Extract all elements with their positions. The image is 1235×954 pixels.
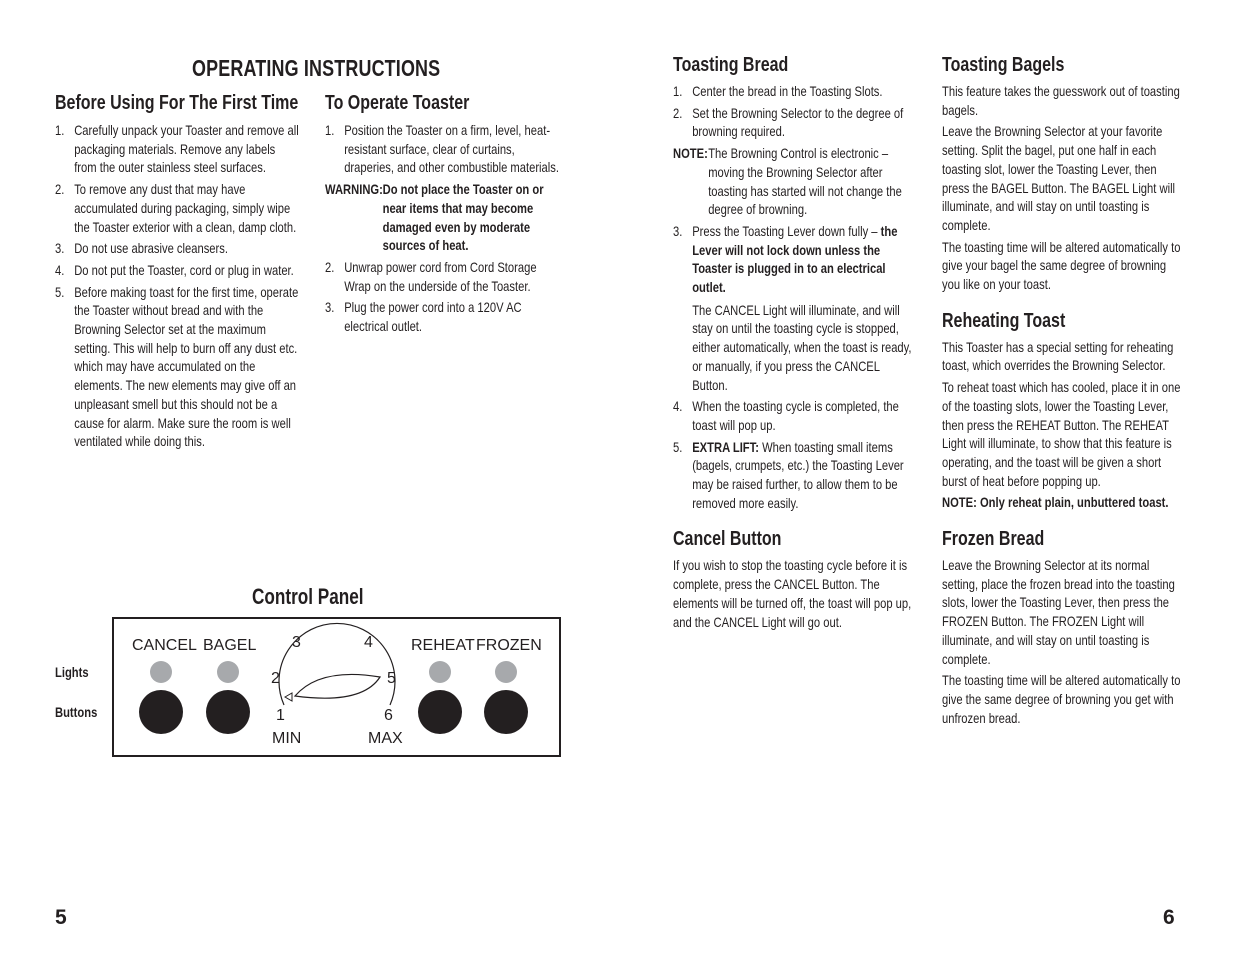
frozen-label: FROZEN xyxy=(476,637,542,654)
frozen-para-1: Leave the Browning Selector at its normal setting, place the frozen bread into the toasting slots, lower the Toasting Lever, then press the FROZEN Button. The FROZEN Light will illuminate, and will stay on until toasting is complete. xyxy=(942,557,1175,667)
cancel-button-text: If you wish to stop the toasting cycle before it is complete, press the CANCEL Button. The elements will be turned off, the toast will pop up, and the CANCEL Light will go out. xyxy=(673,557,912,630)
reheat-button[interactable] xyxy=(418,690,462,734)
list-item: 4. When the toasting cycle is completed, the toast will pop up. xyxy=(673,398,899,433)
reheat-para-2: To reheat toast which has cooled, place it in one of the toasting slots, lower the Toasting Lever, then press the REHEAT Button. The REHEAT Light will illuminate, to show that this feature is operating, and the toast will be given a short burst of heat before popping up. xyxy=(942,379,1181,489)
reheat-para-1: This Toaster has a special setting for reheating toast, which overrides the Browning Selector. xyxy=(942,338,1174,374)
frozen-button[interactable] xyxy=(484,690,528,734)
bagels-para-2: Leave the Browning Selector at your favorite setting. Split the bagel, put one half in each toasting slot, lower the Toasting Lever, then press the BAGEL Button. The BAGEL Light will illuminate, and will stay on until toasting is complete. xyxy=(942,123,1176,233)
dial-number-6: 6 xyxy=(384,707,393,724)
frozen-bread-heading: Frozen Bread xyxy=(942,528,1045,551)
reheat-light xyxy=(429,661,451,683)
bagels-para-1: This feature takes the guesswork out of toasting bagels. xyxy=(942,83,1180,118)
frozen-para-2: The toasting time will be altered automatically to give the same degree of browning you get with unfrozen bread. xyxy=(942,672,1181,726)
list-item: 1. Position the Toaster on a firm, level, heat-resistant surface, clear of curtains, draperies, and other combustible materials. xyxy=(325,122,559,176)
operate-section xyxy=(325,92,563,339)
toasting-bagels-heading: Toasting Bagels xyxy=(942,54,1065,76)
dial-number-5: 5 xyxy=(387,670,396,687)
page-title: OPERATING INSTRUCTIONS xyxy=(192,55,441,81)
dial-number-2: 2 xyxy=(271,670,280,687)
buttons-label: Buttons xyxy=(55,704,98,720)
before-first-time-heading: Before Using For The First Time xyxy=(55,92,299,114)
cancel-light xyxy=(150,661,172,683)
cancel-label: CANCEL xyxy=(132,637,197,654)
dial-number-4: 4 xyxy=(364,634,373,651)
before-first-time-section xyxy=(55,92,300,454)
bagel-label: BAGEL xyxy=(203,637,257,654)
list-item: 3. Plug the power cord into a 120V AC electrical outlet. xyxy=(325,299,522,335)
page-number-left: 5 xyxy=(55,906,67,929)
bagel-button[interactable] xyxy=(206,690,250,734)
page-number-right: 6 xyxy=(1163,906,1175,929)
cancel-button[interactable] xyxy=(139,690,183,734)
browning-note: NOTE: The Browning Control is electronic – moving the Browning Selector after toasting has started will not change the degree of browning. xyxy=(673,145,902,218)
control-panel-diagram xyxy=(112,617,562,759)
dial-number-3: 3 xyxy=(292,634,301,651)
toasting-bread-column xyxy=(673,54,913,634)
warning-note: WARNING: Do not place the Toaster on or near items that may become damaged even by moderate sources of heat. xyxy=(325,181,544,254)
bagels-para-3: The toasting time will be altered automatically to give your bagel the same degree of browning you like on your toast. xyxy=(942,238,1181,293)
lights-label: Lights xyxy=(55,664,89,680)
toasting-bread-heading: Toasting Bread xyxy=(673,54,789,76)
cancel-button-heading: Cancel Button xyxy=(673,528,782,551)
control-panel-heading: Control Panel xyxy=(252,584,364,609)
list-item: 1. Carefully unpack your Toaster and remove all packaging materials. Remove any labels from the outer stainless steel surfaces. xyxy=(55,122,299,176)
list-item: 3. Press the Toasting Lever down fully – the Lever will not lock down unless the Toaster is plugged in to an electrical outlet. The CANCEL Light will illuminate, and will stay on until the toasting cycle is stopped, either automatically, when the toast is ready, or manually, if you press the CANCEL Button. xyxy=(673,222,912,393)
list-item: 4. Do not put the Toaster, cord or plug in water. xyxy=(55,261,294,278)
dial-min-label: MIN xyxy=(272,730,302,747)
bagel-light xyxy=(217,661,239,683)
reheating-toast-heading: Reheating Toast xyxy=(942,309,1066,332)
frozen-light xyxy=(495,661,517,683)
list-item: 5. EXTRA LIFT: When toasting small items (bagels, crumpets, etc.) the Toasting Lever may be raised further, to allow them to be removed more easily. xyxy=(673,438,904,511)
reheat-label: REHEAT xyxy=(411,637,475,654)
bagels-column xyxy=(942,54,1182,730)
list-item: 2. To remove any dust that may have accumulated during packaging, simply wipe the Toaster exterior with a clean, damp cloth. xyxy=(55,181,297,235)
list-item: 2. Set the Browning Selector to the degree of browning required. xyxy=(673,104,904,140)
list-item: 3. Do not use abrasive cleansers. xyxy=(55,240,228,257)
dial-max-label: MAX xyxy=(368,730,403,747)
list-item: 5. Before making toast for the first time, operate the Toaster without bread and with the Browning Selector set at the maximum setting. This will help to burn off any dust etc. which may have accumulated on the elements. The new elements may give off an unpleasant smell but this should not be a cause for alarm. Make sure the room is well ventilated while doing this. xyxy=(55,283,299,450)
operate-heading: To Operate Toaster xyxy=(325,92,470,114)
list-item: 2. Unwrap power cord from Cord Storage Wrap on the underside of the Toaster. xyxy=(325,258,537,294)
list-item: 1. Center the bread in the Toasting Slots. xyxy=(673,83,883,99)
reheat-note: NOTE: Only reheat plain, unbuttered toast. xyxy=(942,494,1169,511)
dial-number-1: 1 xyxy=(276,707,285,724)
